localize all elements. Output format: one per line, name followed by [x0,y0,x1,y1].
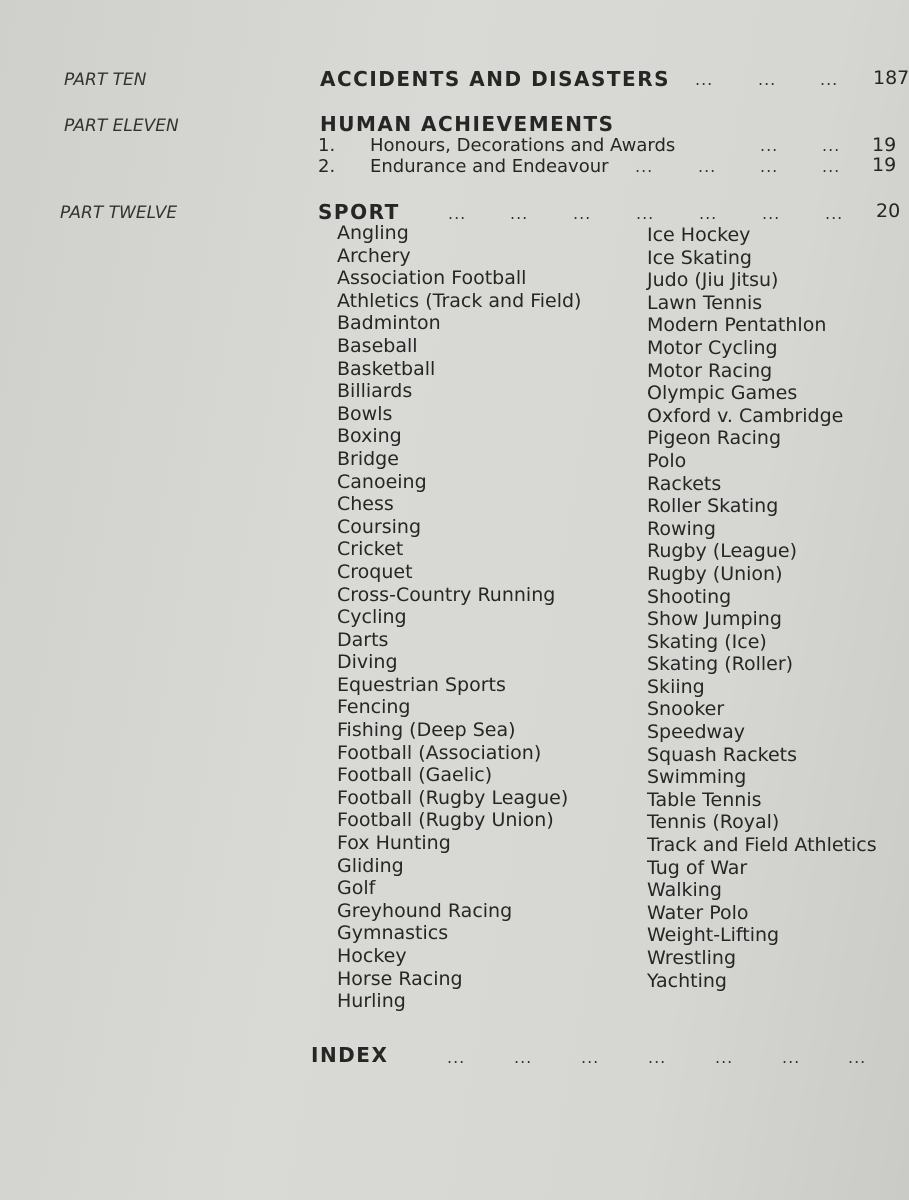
part-label: PART ELEVEN [64,116,179,136]
part-label: PART TEN [64,70,147,90]
sport-entry: Equestrian Sports [337,673,506,696]
sport-entry: Polo [647,449,687,472]
toc-item: Endurance and Endeavour [370,156,609,177]
sport-list-column-1 [337,222,581,1013]
sport-entry: Skiing [647,675,705,698]
sport-entry: Ice Hockey [647,224,751,246]
sport-entry: Diving [337,651,398,674]
sport-entry: Coursing [337,515,422,538]
leader-dots: ... [698,157,717,176]
sport-entry: Skating (Roller) [647,653,794,676]
leader-dots: ... [448,204,467,223]
leader-dots: ... [573,204,592,223]
leader-dots: ... [695,70,714,89]
leader-dots: ... [825,204,844,223]
sport-entry: Hockey [337,945,407,967]
leader-dots: ... [758,70,777,89]
leader-dots: ... [762,204,781,223]
sport-entry: Speedway [647,721,745,744]
sport-entry: Water Polo [647,901,749,924]
sport-entry: Lawn Tennis [647,291,763,314]
sport-entry: Judo (Jiu Jitsu) [647,269,779,292]
sport-entry: Roller Skating [647,495,779,518]
sport-entry: Golf [337,877,376,900]
leader-dots: ... [715,1048,734,1067]
leader-dots: ... [820,70,839,89]
leader-dots: ... [510,204,529,223]
sport-entry: Tug of War [647,856,748,879]
sport-entry: Gliding [337,854,404,877]
sport-entry: Croquet [337,560,413,583]
sport-entry: Fishing (Deep Sea) [337,719,516,742]
sport-entry: Boxing [337,425,402,448]
leader-dots: ... [760,136,779,155]
sport-entry: Fencing [337,696,411,719]
sport-entry: Olympic Games [647,382,798,405]
sport-entry: Pigeon Racing [647,427,782,450]
sport-entry: Motor Cycling [647,336,778,359]
sport-entry: Greyhound Racing [337,899,513,922]
sport-entry: Bridge [337,447,399,470]
leader-dots: ... [760,157,779,176]
sport-entry: Baseball [337,334,418,357]
sport-entry: Cricket [337,538,404,561]
sport-list-column-2 [647,224,877,992]
sport-entry: Yachting [647,969,727,992]
index-title: INDEX [311,1043,389,1067]
sport-entry: Squash Rackets [647,743,798,766]
page-number: 20 [876,200,901,222]
sport-entry: Ice Skating [647,246,752,269]
sport-entry: Horse Racing [337,967,463,990]
sport-entry: Modern Pentathlon [647,314,827,337]
sport-entry: Football (Gaelic) [337,764,493,787]
item-number: 2. [318,156,336,177]
sport-entry: Show Jumping [647,608,782,631]
sport-entry: Gymnastics [337,922,449,945]
sport-entry: Cross-Country Running [337,583,556,606]
sport-entry: Athletics (Track and Field) [337,289,582,312]
section-title: ACCIDENTS AND DISASTERS [320,67,671,91]
sport-entry: Angling [337,222,409,244]
leader-dots: ... [514,1048,533,1067]
leader-dots: ... [447,1048,466,1067]
sport-entry: Football (Rugby League) [337,786,569,809]
sport-entry: Badminton [337,312,441,335]
sport-entry: Shooting [647,585,732,608]
sport-entry: Table Tennis [647,788,762,811]
sport-entry: Darts [337,628,389,651]
part-label: PART TWELVE [60,203,178,223]
sport-entry: Football (Association) [337,741,542,764]
sport-entry: Rowing [647,517,716,540]
sport-entry: Rackets [647,472,722,495]
sport-entry: Chess [337,493,394,516]
leader-dots: ... [635,157,654,176]
sport-entry: Walking [647,879,722,902]
leader-dots: ... [636,204,655,223]
leader-dots: ... [699,204,718,223]
item-number: 1. [318,135,336,156]
leader-dots: ... [648,1048,667,1067]
sport-entry: Cycling [337,606,407,629]
page-number: 19 [872,134,897,156]
sport-entry: Hurling [337,990,406,1013]
section-title: HUMAN ACHIEVEMENTS [320,112,615,136]
page-number: 19 [872,154,897,176]
sport-entry: Archery [337,244,411,267]
sport-entry: Weight-Lifting [647,924,780,947]
sport-entry: Fox Hunting [337,832,451,855]
sport-entry: Association Football [337,267,527,290]
sport-entry: Tennis (Royal) [647,811,780,834]
leader-dots: ... [782,1048,801,1067]
sport-entry: Rugby (League) [647,540,797,563]
page-number: 187 [873,67,909,89]
sport-entry: Swimming [647,766,747,789]
sport-entry: Bowls [337,402,393,425]
sport-entry: Snooker [647,698,725,721]
toc-item: Honours, Decorations and Awards [370,135,676,156]
sport-entry: Basketball [337,357,436,380]
sport-entry: Oxford v. Cambridge [647,404,844,427]
leader-dots: ... [822,136,841,155]
leader-dots: ... [822,157,841,176]
section-title: SPORT [318,200,400,224]
sport-entry: Billiards [337,380,413,403]
sport-entry: Motor Racing [647,359,773,382]
sport-entry: Track and Field Athletics [647,834,877,857]
sport-entry: Football (Rugby Union) [337,809,554,832]
sport-entry: Canoeing [337,470,427,493]
sport-entry: Wrestling [647,947,737,969]
sport-entry: Rugby (Union) [647,562,783,585]
leader-dots: ... [848,1048,867,1067]
leader-dots: ... [581,1048,600,1067]
sport-entry: Skating (Ice) [647,630,767,653]
